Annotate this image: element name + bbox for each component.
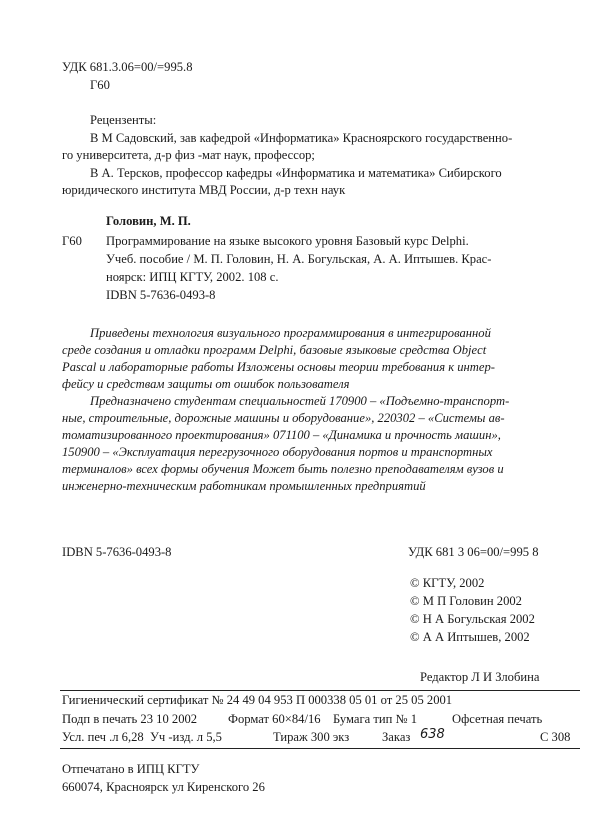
abstract-line: терминалов» всех формы обучения Может быть полезно преподавателям вузов и <box>62 462 504 476</box>
order-number-handwritten: 638 <box>420 727 445 742</box>
isbn-code: IDBN 5-7636-0493-8 <box>62 545 172 559</box>
reviewer-line: В М Садовский, зав кафедрой «Информатика» Красноярского государственно- <box>90 131 513 145</box>
hygiene-certificate: Гигиенический сертификат № 24 49 04 953 П 000338 05 01 от 25 05 2001 <box>62 693 453 707</box>
editor-credit: Редактор Л И Злобина <box>420 670 540 684</box>
imprint-order-label: Заказ <box>382 730 411 744</box>
abstract-line: томатизированного проектирования» 071100 – «Динамика и прочность машин», <box>62 428 501 442</box>
abstract-line: фейсу и средствам защиты от ошибок пользователя <box>62 377 350 391</box>
reviewer-line: юридического института МВД России, д-р техн наук <box>62 183 346 197</box>
imprint-pub-sheets: Уч -изд. л 5,5 <box>150 730 222 744</box>
abstract-line: инженерно-техническим работникам промышленных предприятий <box>62 479 426 493</box>
reviewer-line: го университета, д-р физ -мат наук, профессор; <box>62 148 315 162</box>
library-index: Г60 <box>90 78 110 92</box>
copyright-line: © Н А Богульская 2002 <box>410 612 535 626</box>
imprint-circulation: Тираж 300 экз <box>273 730 350 744</box>
divider <box>60 748 580 749</box>
bib-index: Г60 <box>62 234 82 248</box>
bib-isbn: IDBN 5-7636-0493-8 <box>106 288 216 302</box>
bib-line: ноярск: ИПЦ КГТУ, 2002. 108 с. <box>106 270 279 284</box>
abstract-line: Предназначено студентам специальностей 170900 – «Подъемно-транспорт- <box>90 394 510 408</box>
reviewer-line: В А. Терсков, профессор кафедры «Информатика и математика» Сибирского <box>90 166 502 180</box>
imprint-paper: Бумага тип № 1 <box>333 712 418 726</box>
abstract-line: Приведены технология визуального программирования в интегрированной <box>90 326 491 340</box>
reviewers-heading: Рецензенты: <box>90 113 157 127</box>
abstract-line: ные, строительные, дорожные машины и оборудование», 220302 – «Системы ав- <box>62 411 505 425</box>
abstract-line: 150900 – «Эксплуатация перегрузочного оборудования портов и транспортных <box>62 445 493 459</box>
imprint-signed: Подп в печать 23 10 2002 <box>62 712 198 726</box>
printer-line: Отпечатано в ИПЦ КГТУ <box>62 762 200 776</box>
divider <box>60 690 580 691</box>
author-heading: Головин, М. П. <box>106 214 191 228</box>
copyright-line: © М П Головин 2002 <box>410 594 522 608</box>
udk-code: УДК 681.3.06=00/=995.8 <box>62 60 193 74</box>
imprint-format: Формат 60×84/16 <box>228 712 321 726</box>
imprint-sheets: Усл. печ .л 6,28 <box>62 730 144 744</box>
udk-code-right: УДК 681 3 06=00/=995 8 <box>408 545 539 559</box>
imprint-order-code: С 308 <box>540 730 571 744</box>
printer-address: 660074, Красноярск ул Киренского 26 <box>62 780 265 794</box>
bib-line: Учеб. пособие / М. П. Головин, Н. А. Богульская, А. А. Иптышев. Крас- <box>106 252 492 266</box>
imprint-printing: Офсетная печать <box>452 712 543 726</box>
copyright-line: © КГТУ, 2002 <box>410 576 485 590</box>
bib-line: Программирование на языке высокого уровня Базовый курс Delphi. <box>106 234 469 248</box>
abstract-line: Pascal и лабораторные работы Изложены основы теории требования к интер- <box>62 360 495 374</box>
copyright-line: © А А Иптышев, 2002 <box>410 630 530 644</box>
abstract-line: среде создания и отладки программ Delphi, базовые языковые средства Object <box>62 343 487 357</box>
